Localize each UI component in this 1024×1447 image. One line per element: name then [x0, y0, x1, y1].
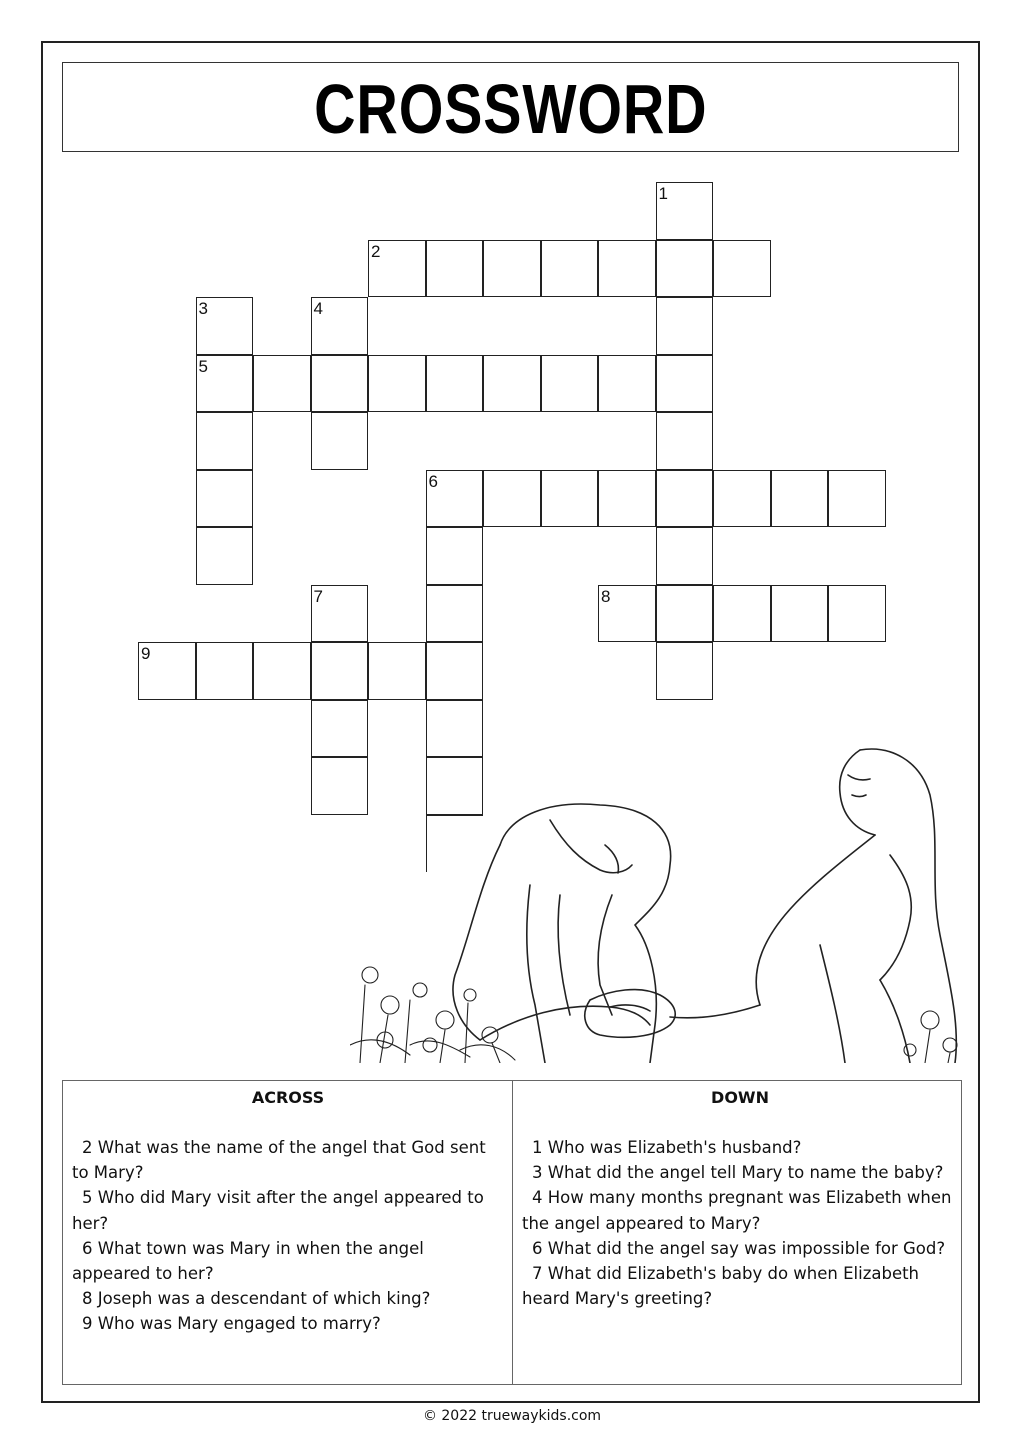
clue-divider — [512, 1080, 513, 1385]
grid-cell[interactable] — [771, 470, 829, 528]
grid-cell[interactable] — [368, 642, 426, 700]
grid-cell[interactable] — [426, 470, 484, 528]
grid-cell[interactable] — [311, 642, 369, 700]
grid-cell[interactable] — [311, 297, 369, 355]
grid-cell[interactable] — [656, 355, 714, 413]
down-heading: DOWN — [711, 1088, 769, 1107]
grid-cell[interactable] — [426, 585, 484, 643]
grid-cell[interactable] — [598, 355, 656, 413]
grid-cell[interactable] — [483, 240, 541, 298]
grid-cell[interactable] — [656, 182, 714, 240]
down-clue-3: 3 What did the angel tell Mary to name the baby? — [532, 1163, 944, 1183]
grid-cell[interactable] — [426, 355, 484, 413]
grid-cell[interactable] — [828, 585, 886, 643]
across-clue-5: 5 Who did Mary visit after the angel appeared to her? — [72, 1188, 484, 1233]
clue-number: 4 — [313, 299, 323, 318]
grid-cell[interactable] — [656, 470, 714, 528]
across-clue-9: 9 Who was Mary engaged to marry? — [82, 1314, 381, 1334]
down-clues — [522, 1080, 958, 1311]
footer-copyright: © 2022 truewaykids.com — [422, 1408, 602, 1424]
grid-cell[interactable] — [138, 642, 196, 700]
grid-cell[interactable] — [598, 240, 656, 298]
grid-cell[interactable] — [656, 585, 714, 643]
grid-cell[interactable] — [483, 470, 541, 528]
across-clue-2: 2 What was the name of the angel that God sent to Mary? — [72, 1138, 486, 1183]
down-clue-1: 1 Who was Elizabeth's husband? — [532, 1138, 802, 1157]
right-figure-outline — [860, 749, 956, 1063]
grid-cell[interactable] — [196, 642, 254, 700]
grid-cell[interactable] — [713, 585, 771, 643]
grid-cell[interactable] — [196, 470, 254, 528]
grid-cell[interactable] — [713, 240, 771, 298]
grid-cell[interactable] — [311, 355, 369, 413]
clue-number: 6 — [428, 471, 438, 491]
grid-cell[interactable] — [196, 527, 254, 585]
clue-number: 7 — [313, 586, 323, 606]
grid-cell[interactable] — [196, 355, 254, 413]
grid-cell[interactable] — [483, 355, 541, 413]
grid-cell[interactable] — [541, 470, 599, 528]
across-clue-6: 6 What town was Mary in when the angel appeared to her? — [72, 1238, 424, 1284]
grid-cell[interactable] — [656, 642, 714, 700]
grid-cell[interactable] — [368, 355, 426, 413]
grid-cell[interactable] — [541, 240, 599, 298]
across-heading: ACROSS — [251, 1088, 325, 1107]
two-women-greeting-illustration — [350, 745, 960, 1063]
grid-cell[interactable] — [656, 297, 714, 355]
grid-cell[interactable] — [196, 297, 254, 355]
grid-cell[interactable] — [713, 470, 771, 528]
grid-cell[interactable] — [426, 240, 484, 298]
down-clue-6: 6 What did the angel say was impossible for God? — [532, 1238, 946, 1258]
grid-cell[interactable] — [253, 642, 311, 700]
down-clue-7: 7 What did Elizabeth's baby do when Elizabeth heard Mary's greeting? — [522, 1264, 920, 1309]
grid-cell[interactable] — [656, 527, 714, 585]
clue-number: 1 — [658, 184, 668, 203]
grid-cell[interactable] — [828, 470, 886, 528]
grid-cell[interactable] — [656, 240, 714, 298]
grid-cell[interactable] — [426, 642, 484, 700]
clue-number: 9 — [141, 644, 151, 663]
grid-cell[interactable] — [311, 412, 369, 470]
clasped-hands — [585, 990, 675, 1038]
grid-cell[interactable] — [253, 355, 311, 413]
grid-cell[interactable] — [598, 585, 656, 643]
left-figure-outline — [500, 804, 671, 1063]
grid-cell[interactable] — [656, 412, 714, 470]
across-clue-8: 8 Joseph was a descendant of which king? — [82, 1289, 431, 1309]
grid-cell[interactable] — [368, 240, 426, 298]
across-clues — [72, 1080, 504, 1337]
clue-number: 3 — [198, 299, 208, 318]
grid-cell[interactable] — [311, 585, 369, 643]
grid-cell[interactable] — [771, 585, 829, 643]
clue-number: 2 — [371, 241, 381, 261]
grid-cell[interactable] — [426, 527, 484, 585]
grid-cell[interactable] — [196, 412, 254, 470]
page-title: CROSSWORD — [313, 70, 708, 148]
clue-number: 8 — [601, 586, 611, 606]
grid-cell[interactable] — [598, 470, 656, 528]
clue-number: 5 — [198, 356, 208, 376]
flower-field — [350, 967, 957, 1063]
down-clue-4: 4 How many months pregnant was Elizabeth when the angel appeared to Mary? — [522, 1188, 952, 1233]
grid-cell[interactable] — [541, 355, 599, 413]
